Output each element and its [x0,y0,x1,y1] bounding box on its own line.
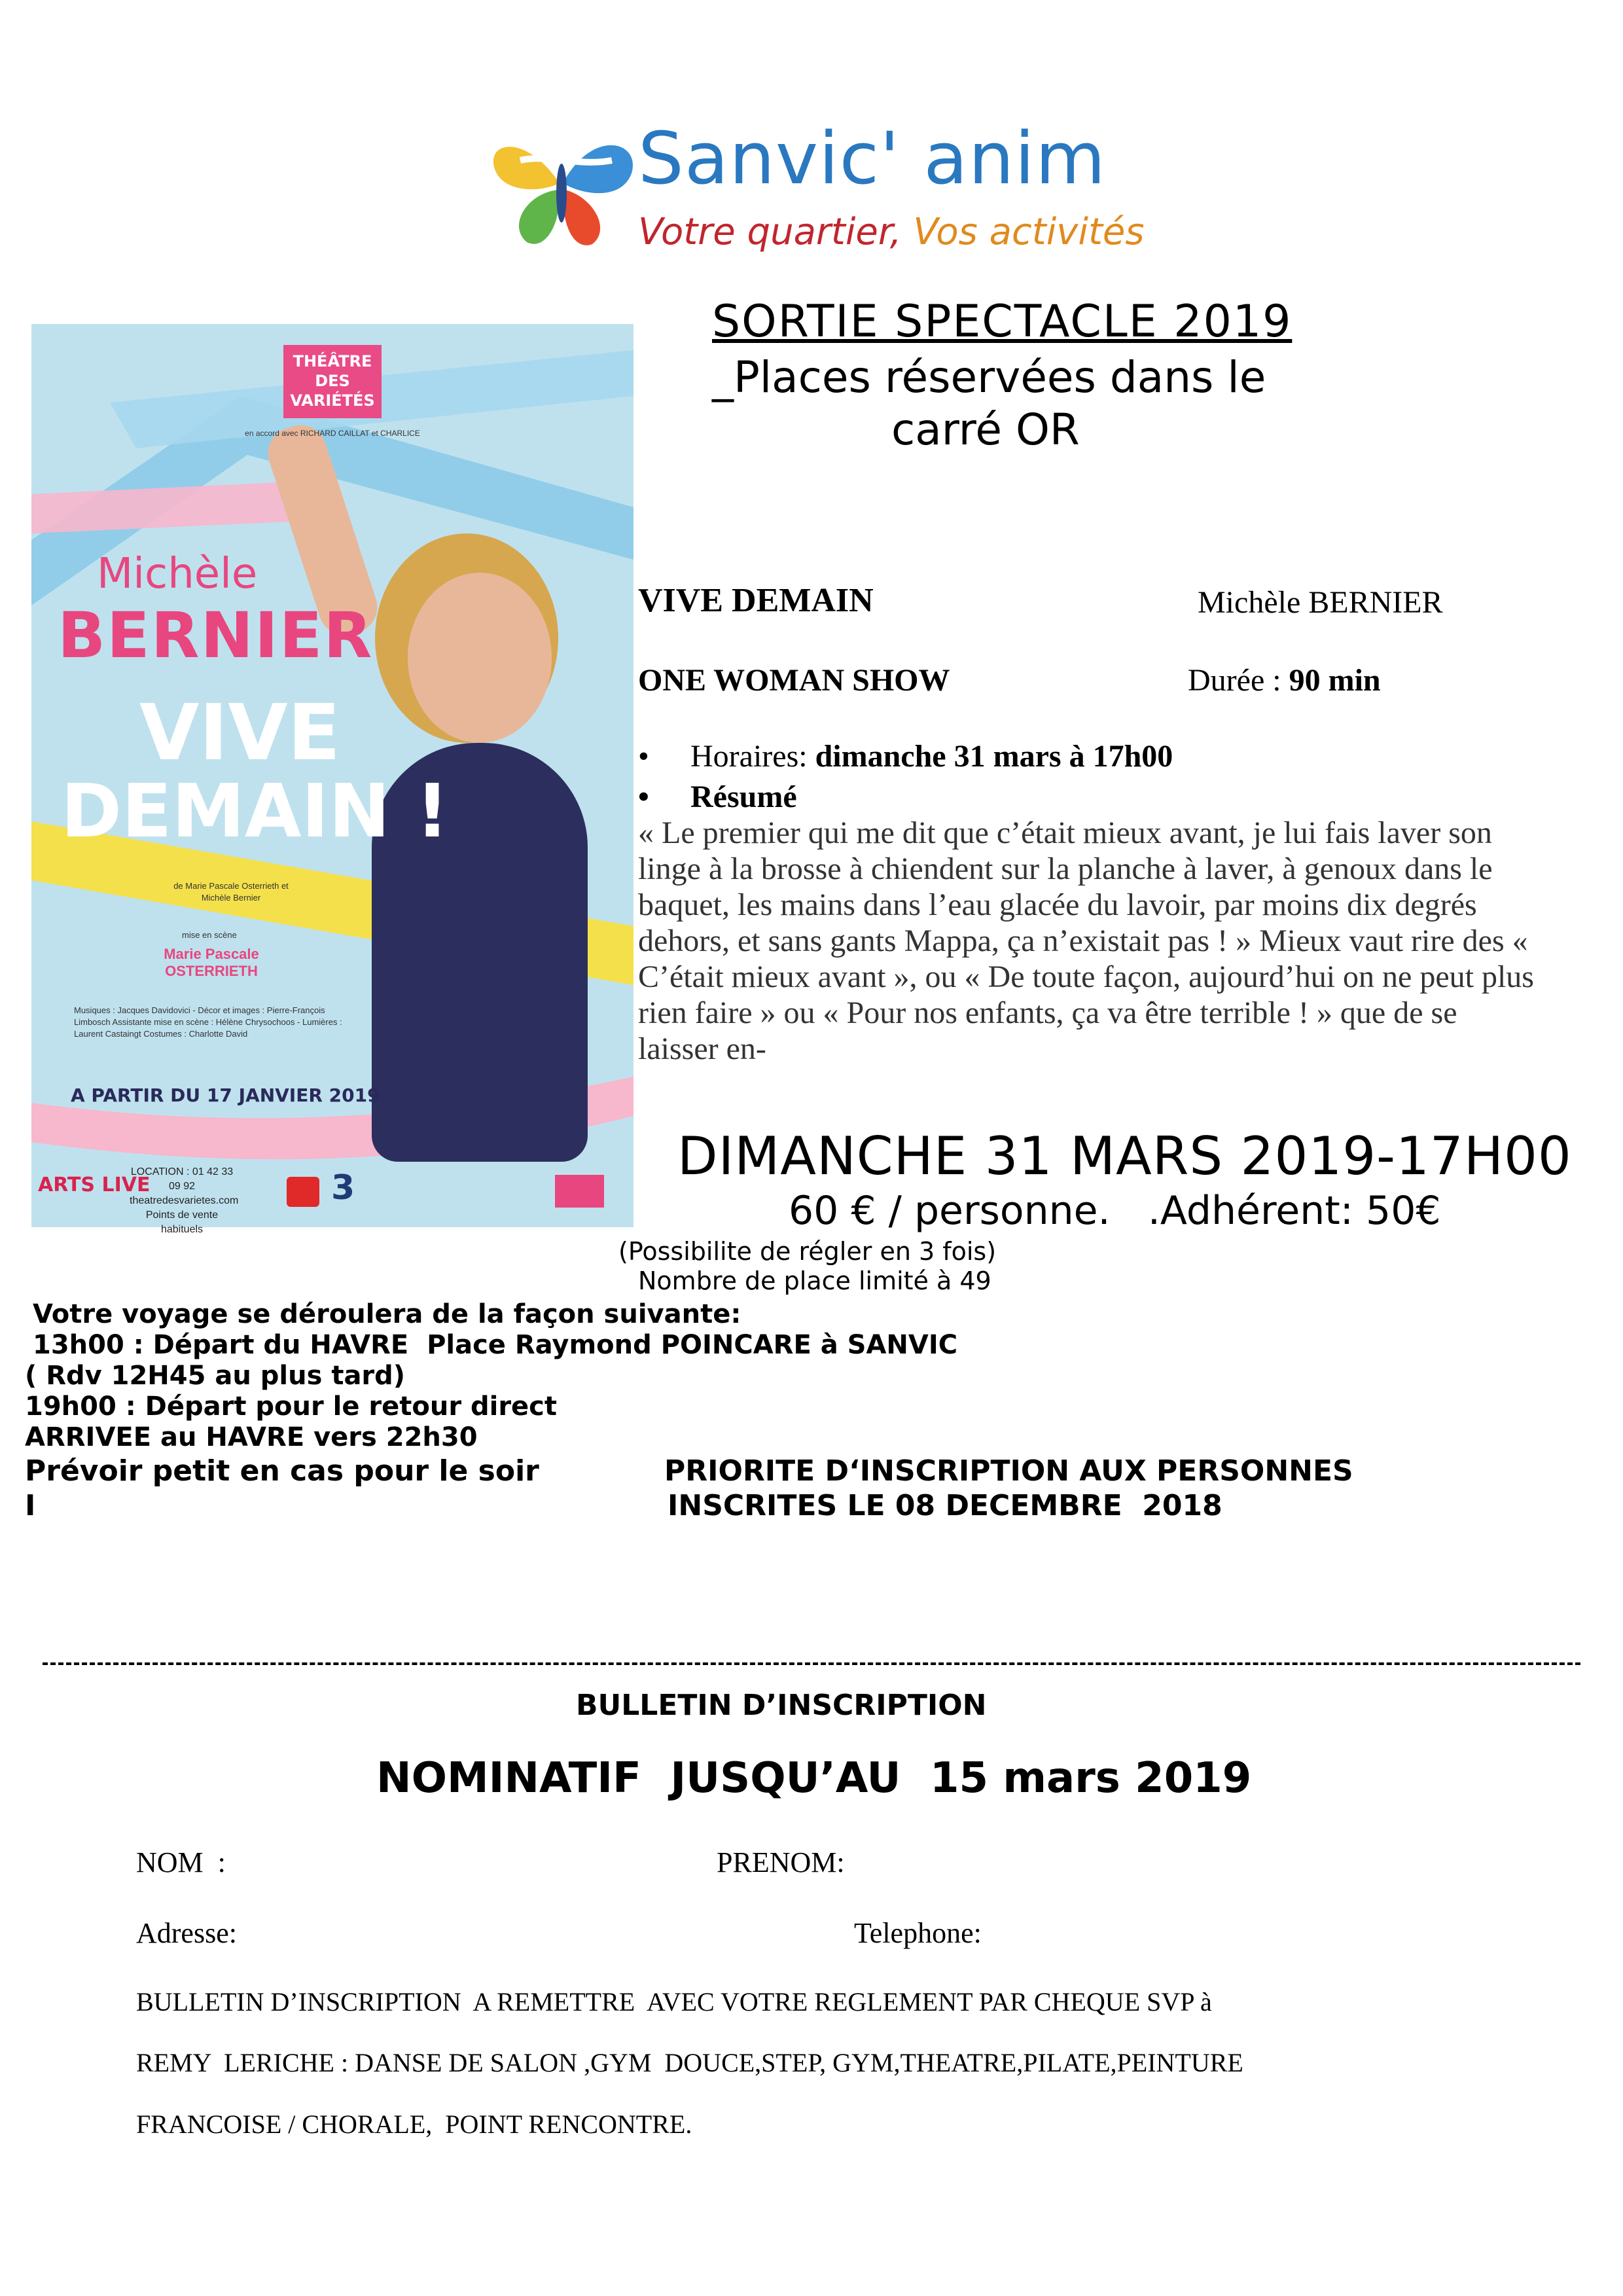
cut-line [43,1662,1580,1665]
poster-director: Marie Pascale OSTERRIETH [164,946,259,979]
poster-date: A PARTIR DU 17 JANVIER 2019 [71,1085,380,1106]
poster-figure-head [408,573,552,743]
summary-bullet [638,779,797,815]
schedule-bullet [638,738,1173,774]
event-price: 60 € / personne. .Adhérent: 50€ [789,1188,1441,1234]
poster-location: LOCATION : 01 42 33 09 92 theatredesvarietes.com Points de vente habituels [130,1166,239,1235]
schedule-label: Horaires: [690,739,815,774]
bulletin-instruction-line3: FRANCOISE / CHORALE, POINT RENCONTRE. [136,2109,692,2139]
itinerary-arrival: ARRIVEE au HAVRE vers 22h30 [25,1422,478,1452]
bulletin-deadline: NOMINATIF JUSQU’AU 15 mars 2019 [376,1754,1252,1803]
duration-label: Durée : [1188,663,1289,698]
theatres-parisiens-logo-icon [555,1175,604,1208]
itinerary-stray-char: I [25,1489,36,1522]
show-artist: Michèle BERNIER [1198,585,1443,620]
poster-title-line2: DEMAIN ! [61,769,450,854]
logo-tagline [638,211,1145,253]
prenom-field-label: PRENOM: [717,1846,845,1878]
reserved-seats-line1: _Places réservées dans le [712,352,1266,403]
theatre-logo: THÉÂTRE DES VARIÉTÉS [283,345,382,418]
france3-logo: 3 [331,1168,355,1208]
poster-title-line1: VIVE [139,687,341,778]
poster-credits: Musiques : Jacques Davidovici - Décor et images : Pierre-François Limbosch Assistante mise en scène : Hélène Chrysochoos - Lumières : Laurent Castaingt Costumes : Charlotte David [74,1005,342,1039]
poster-last-name: BERNIER [58,599,374,672]
show-duration [1188,662,1381,698]
event-date: DIMANCHE 31 MARS 2019-17H00 [677,1126,1572,1187]
tagline-part2: Vos activités [913,211,1145,253]
summary-label: Résumé [690,780,797,814]
rire-logo-icon [287,1177,319,1207]
poster-authors: de Marie Pascale Osterrieth et Michèle Bernier [173,881,289,903]
outing-title: SORTIE SPECTACLE 2019 [712,296,1293,348]
itinerary-departure: 13h00 : Départ du HAVRE Place Raymond POINCARE à SANVIC [33,1330,958,1360]
itinerary-return: 19h00 : Départ pour le retour direct [25,1391,558,1422]
reserved-seats-line2: carré OR [891,404,1080,455]
itinerary-meeting: ( Rdv 12H45 au plus tard) [25,1361,406,1391]
duration-value: 90 min [1289,663,1381,698]
priority-line1: PRIORITE D‘INSCRIPTION AUX PERSONNES [664,1454,1353,1488]
bullet-icon: • [638,739,649,774]
bulletin-instruction-line2: REMY LERICHE : DANSE DE SALON ,GYM DOUCE,STEP, GYM,THEATRE,PILATE,PEINTURE [136,2048,1243,2077]
bullet-icon: • [638,780,649,814]
show-title: VIVE DEMAIN [638,582,874,619]
logo-name: Sanvic' anim [638,117,1107,200]
show-type: ONE WOMAN SHOW [638,663,950,698]
poster-first-name: Michèle [97,550,258,598]
summary-text: « Le premier qui me dit que c’était mieux avant, je lui fais laver son linge à la brosse à chiendent sur la planche à laver, à genoux dans le baquet, les mains dans l’eau glacée du lavoir, par moins dix degrés dehors, et sans gants Mappa, ça n’existait pas ! » Mieux vaut rire des « C’était mieux avant », ou « De toute façon, aujourd’hui on ne peut plus rien faire » ou « Pour nos enfants, ça va être terrible ! » que de se laisser en- [638,816,1534,1066]
schedule-value: dimanche 31 mars à 17h00 [815,739,1173,774]
payment-note: (Possibilite de régler en 3 fois) [618,1237,997,1266]
itinerary-intro: Votre voyage se déroulera de la façon suivante: [33,1299,741,1329]
bulletin-instruction-line1: BULLETIN D’INSCRIPTION A REMETTRE AVEC VOTRE REGLEMENT PAR CHEQUE SVP à [136,1987,1212,2017]
poster-staging-label: mise en scène [182,930,237,940]
poster-accord: en accord avec RICHARD CAILLAT et CHARLICE [245,429,420,438]
seat-limit: Nombre de place limité à 49 [638,1266,991,1295]
telephone-field-label: Telephone: [854,1917,982,1949]
show-poster [31,324,633,1235]
arts-live-logo: ARTS LIVE [38,1174,151,1196]
adresse-field-label: Adresse: [136,1917,237,1949]
nom-field-label: NOM : [136,1846,226,1878]
butterfly-logo-icon [481,121,645,252]
itinerary-snack: Prévoir petit en cas pour le soir [25,1454,539,1488]
tagline-part1: Votre quartier, [638,211,902,253]
priority-line2: INSCRITES LE 08 DECEMBRE 2018 [668,1489,1222,1522]
bulletin-title: BULLETIN D’INSCRIPTION [576,1689,987,1722]
